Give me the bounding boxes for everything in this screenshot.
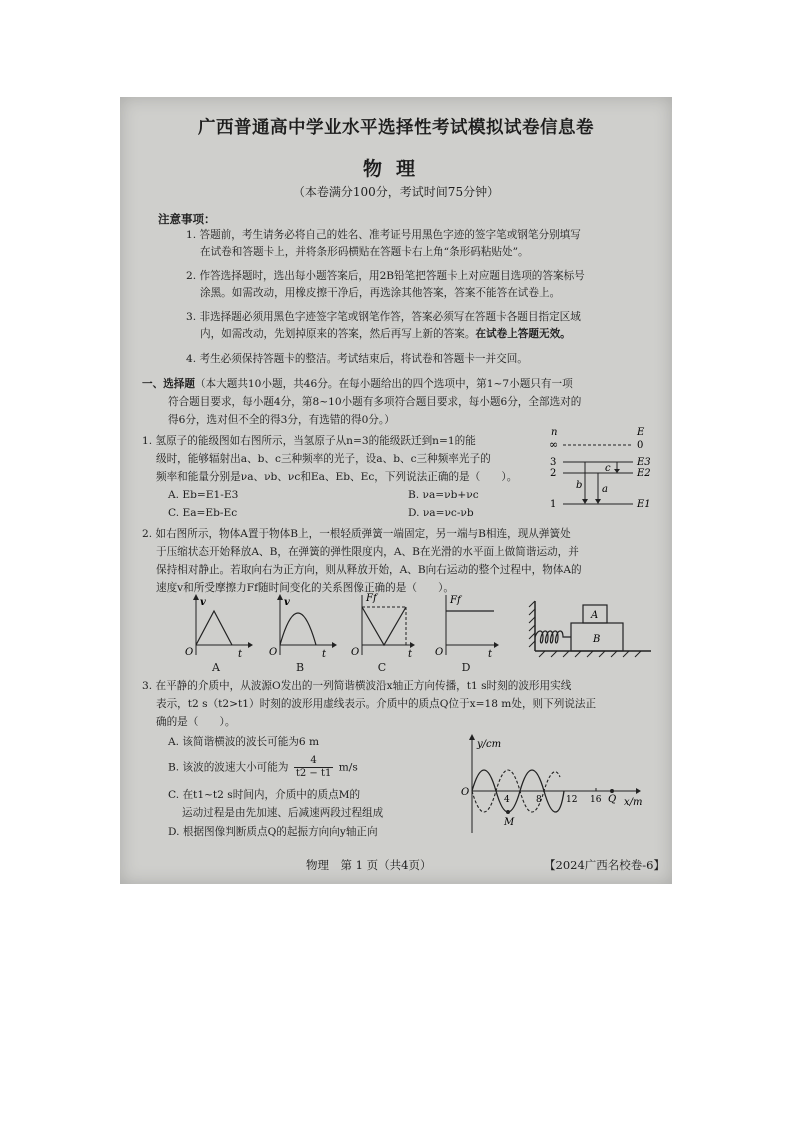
notice-line: 1. 答题前，考生请务必将自己的姓名、准考证号用黑色字迹的签字笔或钢笔分别填写 (186, 229, 581, 241)
y-axis-arrow (469, 734, 475, 740)
q2-graph-b-label: B (295, 661, 305, 674)
block-a-label: A (591, 610, 599, 621)
notice-line-text: 内，如需改动，先划掉原来的答案，然后再写上新的答案。 (200, 328, 476, 340)
point-m (506, 810, 510, 814)
q1-stem-line: 1. 氢原子的能级图如右图所示，当氢原子从n=3的能级跃迁到n=1的能 (142, 435, 476, 447)
wall-hatch (529, 633, 535, 639)
origin-label: O (185, 647, 194, 658)
q3-stem-line: 表示，t2 s（t2>t1）时刻的波形用虚线表示。介质中的质点Q位于x=18 m处，则下列说法正 (156, 698, 597, 710)
q3-option-d: D. 根据图像判断质点Q的起振方向向y轴正向 (168, 826, 378, 838)
q1-option-b: B. νa=νb+νc (408, 489, 479, 501)
exam-sheet (120, 97, 672, 884)
q2-graph-d (432, 593, 504, 663)
y-label: Ff (366, 593, 377, 604)
notice-line: 在试卷和答题卡上，并将条形码横贴在答题卡右上角“条形码粘贴处”。 (200, 246, 529, 258)
exam-title: 广西普通高中学业水平选择性考试模拟试卷信息卷 (198, 118, 594, 138)
arrow-b-head (582, 499, 588, 504)
origin-label: O (435, 647, 444, 658)
q2-stem-line: 保持相对静止。若取向右为正方向，则从释放开始，A、B向右运动的整个过程中，物体A的 (156, 564, 582, 576)
level-e-2: E2 (637, 468, 651, 479)
t-axis-arrow (494, 642, 499, 648)
t-label: t (322, 649, 327, 660)
n-axis-label: n (551, 427, 558, 438)
subject-title: 物理 (362, 158, 429, 180)
x-axis-label: x/m (624, 797, 643, 808)
x-tick-4: 4 (504, 795, 510, 805)
y-label: Ff (450, 595, 461, 606)
point-q-label: Q (608, 794, 617, 805)
level-e-inf: 0 (637, 440, 644, 451)
f-curve (362, 607, 406, 645)
section-line: 得6分，选对但不全的得3分，有选错的得0分。） (168, 414, 395, 426)
fraction-unit: m/s (338, 761, 358, 774)
arrow-a-label: a (602, 484, 608, 495)
page-footer: 物理 第 1 页（共4页） (306, 858, 432, 872)
arrow-a-head (595, 499, 601, 504)
wall-hatch (529, 641, 535, 647)
y-axis-arrow (277, 594, 283, 600)
level-n-1: 1 (550, 499, 557, 510)
notice-heading: 注意事项： (158, 212, 216, 226)
level-e-1: E1 (637, 499, 651, 510)
energy-level-diagram (545, 424, 655, 516)
section-line (142, 376, 573, 393)
floor-hatch (623, 651, 629, 657)
section-heading: 一、选择题 (142, 378, 195, 390)
floor-hatch (611, 651, 617, 657)
level-n-2: 2 (550, 468, 557, 479)
velocity-fraction (294, 755, 334, 780)
q1-option-c: C. Ea=Eb-Ec (168, 507, 238, 519)
wall-hatch (529, 609, 535, 615)
q3-option-c-cont: 运动过程是由先加速、后减速两段过程组成 (182, 807, 384, 819)
level-n-3: 3 (550, 457, 557, 468)
fraction-denominator: t2 − t1 (295, 768, 332, 779)
section-text: （本大题共10小题，共46分。在每小题给出的四个选项中，第1~7小题只有一项 (194, 378, 573, 390)
y-axis-label: y/cm (477, 739, 502, 750)
block-b-label: B (593, 634, 601, 645)
notice-line: 2. 作答选择题时，选出每小题答案后，用2B铅笔把答题卡上对应题目选项的答案标号 (186, 270, 585, 282)
q3-option-a: A. 该简谐横波的波长可能为6 m (168, 736, 320, 748)
y-axis-arrow (193, 594, 199, 600)
notice-line: 涂黑。如需改动，用橡皮擦干净后，再选涂其他答案，答案不能答在试卷上。 (200, 287, 561, 299)
q2-stem-line: 2. 如右图所示，物体A置于物体B上，一根轻质弹簧一端固定，另一端与B相连，现从弹簧处 (142, 528, 571, 540)
floor-hatch (563, 651, 569, 657)
fraction-numerator: 4 (294, 755, 334, 768)
q3-stem-line: 确的是（ ）。 (156, 716, 236, 728)
t-axis-arrow (410, 642, 415, 648)
notice-line: 4. 考生必须保持答题卡的整洁。考试结束后，将试卷和答题卡一并交回。 (186, 353, 528, 365)
q1-option-d: D. νa=νc-νb (408, 507, 474, 519)
origin-label: O (461, 787, 470, 798)
q2-graph-a-label: A (212, 661, 220, 674)
level-e-3: E3 (637, 457, 651, 468)
wall-hatch (529, 601, 535, 607)
floor-hatch (551, 651, 557, 657)
v-curve (196, 611, 232, 645)
paper-code: 【2024广西名校卷-6】 (544, 858, 665, 872)
origin-label: O (351, 647, 360, 658)
x-axis-arrow (636, 788, 641, 794)
notice-line: 3. 非选择题必须用黑色字迹签字笔或钢笔作答，答案必须写在答题卡各题目指定区域 (186, 311, 581, 323)
spring-block-diagram (525, 595, 655, 661)
floor-hatch (575, 651, 581, 657)
q2-graph-c-label: C (377, 661, 387, 674)
t-axis-arrow (248, 642, 253, 648)
t-label: t (488, 649, 493, 660)
floor-hatch (599, 651, 605, 657)
x-tick-16: 16 (590, 795, 602, 805)
q1-stem-line: 级时，能够辐射出a、b、c三种频率的光子，设a、b、c三种频率光子的 (156, 453, 491, 465)
notice-line-with-emphasis (200, 326, 571, 343)
x-tick-8: 8 (536, 795, 542, 805)
q2-graph-d-label: D (461, 661, 471, 674)
e-axis-label: E (637, 427, 645, 438)
q2-graph-c (348, 593, 420, 663)
q2-stem-line: 于压缩状态开始释放A、B，在弹簧的弹性限度内，A、B在光滑的水平面上做简谐运动，并 (156, 546, 579, 558)
t-label: t (238, 649, 243, 660)
q3-option-b-line (168, 755, 358, 780)
v-curve (280, 613, 316, 645)
section-line: 符合题目要求，每小题4分，第8~10小题有多项符合题目要求，每小题6分，全部选对的 (168, 396, 582, 408)
q2-stem-line: 速度v和所受摩擦力Ff随时间变化的关系图像正确的是（ ）。 (156, 582, 454, 594)
spring (535, 631, 571, 643)
arrow-c-label: c (605, 463, 611, 474)
arrow-c-head (614, 469, 620, 473)
q1-stem-line: 频率和能量分别是νa、νb、νc和Ea、Eb、Ec，下列说法正确的是（ ）。 (156, 471, 518, 483)
wall-hatch (529, 625, 535, 631)
x-tick-12: 12 (566, 795, 578, 805)
wave-diagram (460, 733, 660, 837)
q3-option-c: C. 在t1~t2 s时间内，介质中的质点M的 (168, 789, 361, 801)
q3-stem-line: 3. 在平静的介质中，从波源O发出的一列简谐横波沿x轴正方向传播，t1 s时刻的波形用实线 (142, 680, 572, 692)
floor-hatch (587, 651, 593, 657)
point-q (610, 789, 614, 793)
point-m-label: M (504, 817, 515, 828)
wall-hatch (529, 617, 535, 623)
q3-option-b: B. 该波的波速大小可能为 (168, 761, 289, 774)
floor-hatch (539, 651, 545, 657)
y-label: v (284, 597, 290, 608)
q2-graph-a (182, 593, 254, 663)
origin-label: O (269, 647, 278, 658)
q1-option-a: A. Eb=E1-E3 (168, 489, 239, 501)
t-label: t (408, 649, 413, 660)
exam-note: （本卷满分100分，考试时间75分钟） (292, 185, 500, 199)
t-axis-arrow (332, 642, 337, 648)
arrow-b-label: b (576, 480, 583, 491)
floor-hatch (635, 651, 641, 657)
q2-graph-b (266, 593, 338, 663)
notice-emphasis: 在试卷上答题无效。 (475, 328, 571, 340)
level-n-inf: ∞ (549, 438, 559, 451)
y-label: v (200, 597, 206, 608)
